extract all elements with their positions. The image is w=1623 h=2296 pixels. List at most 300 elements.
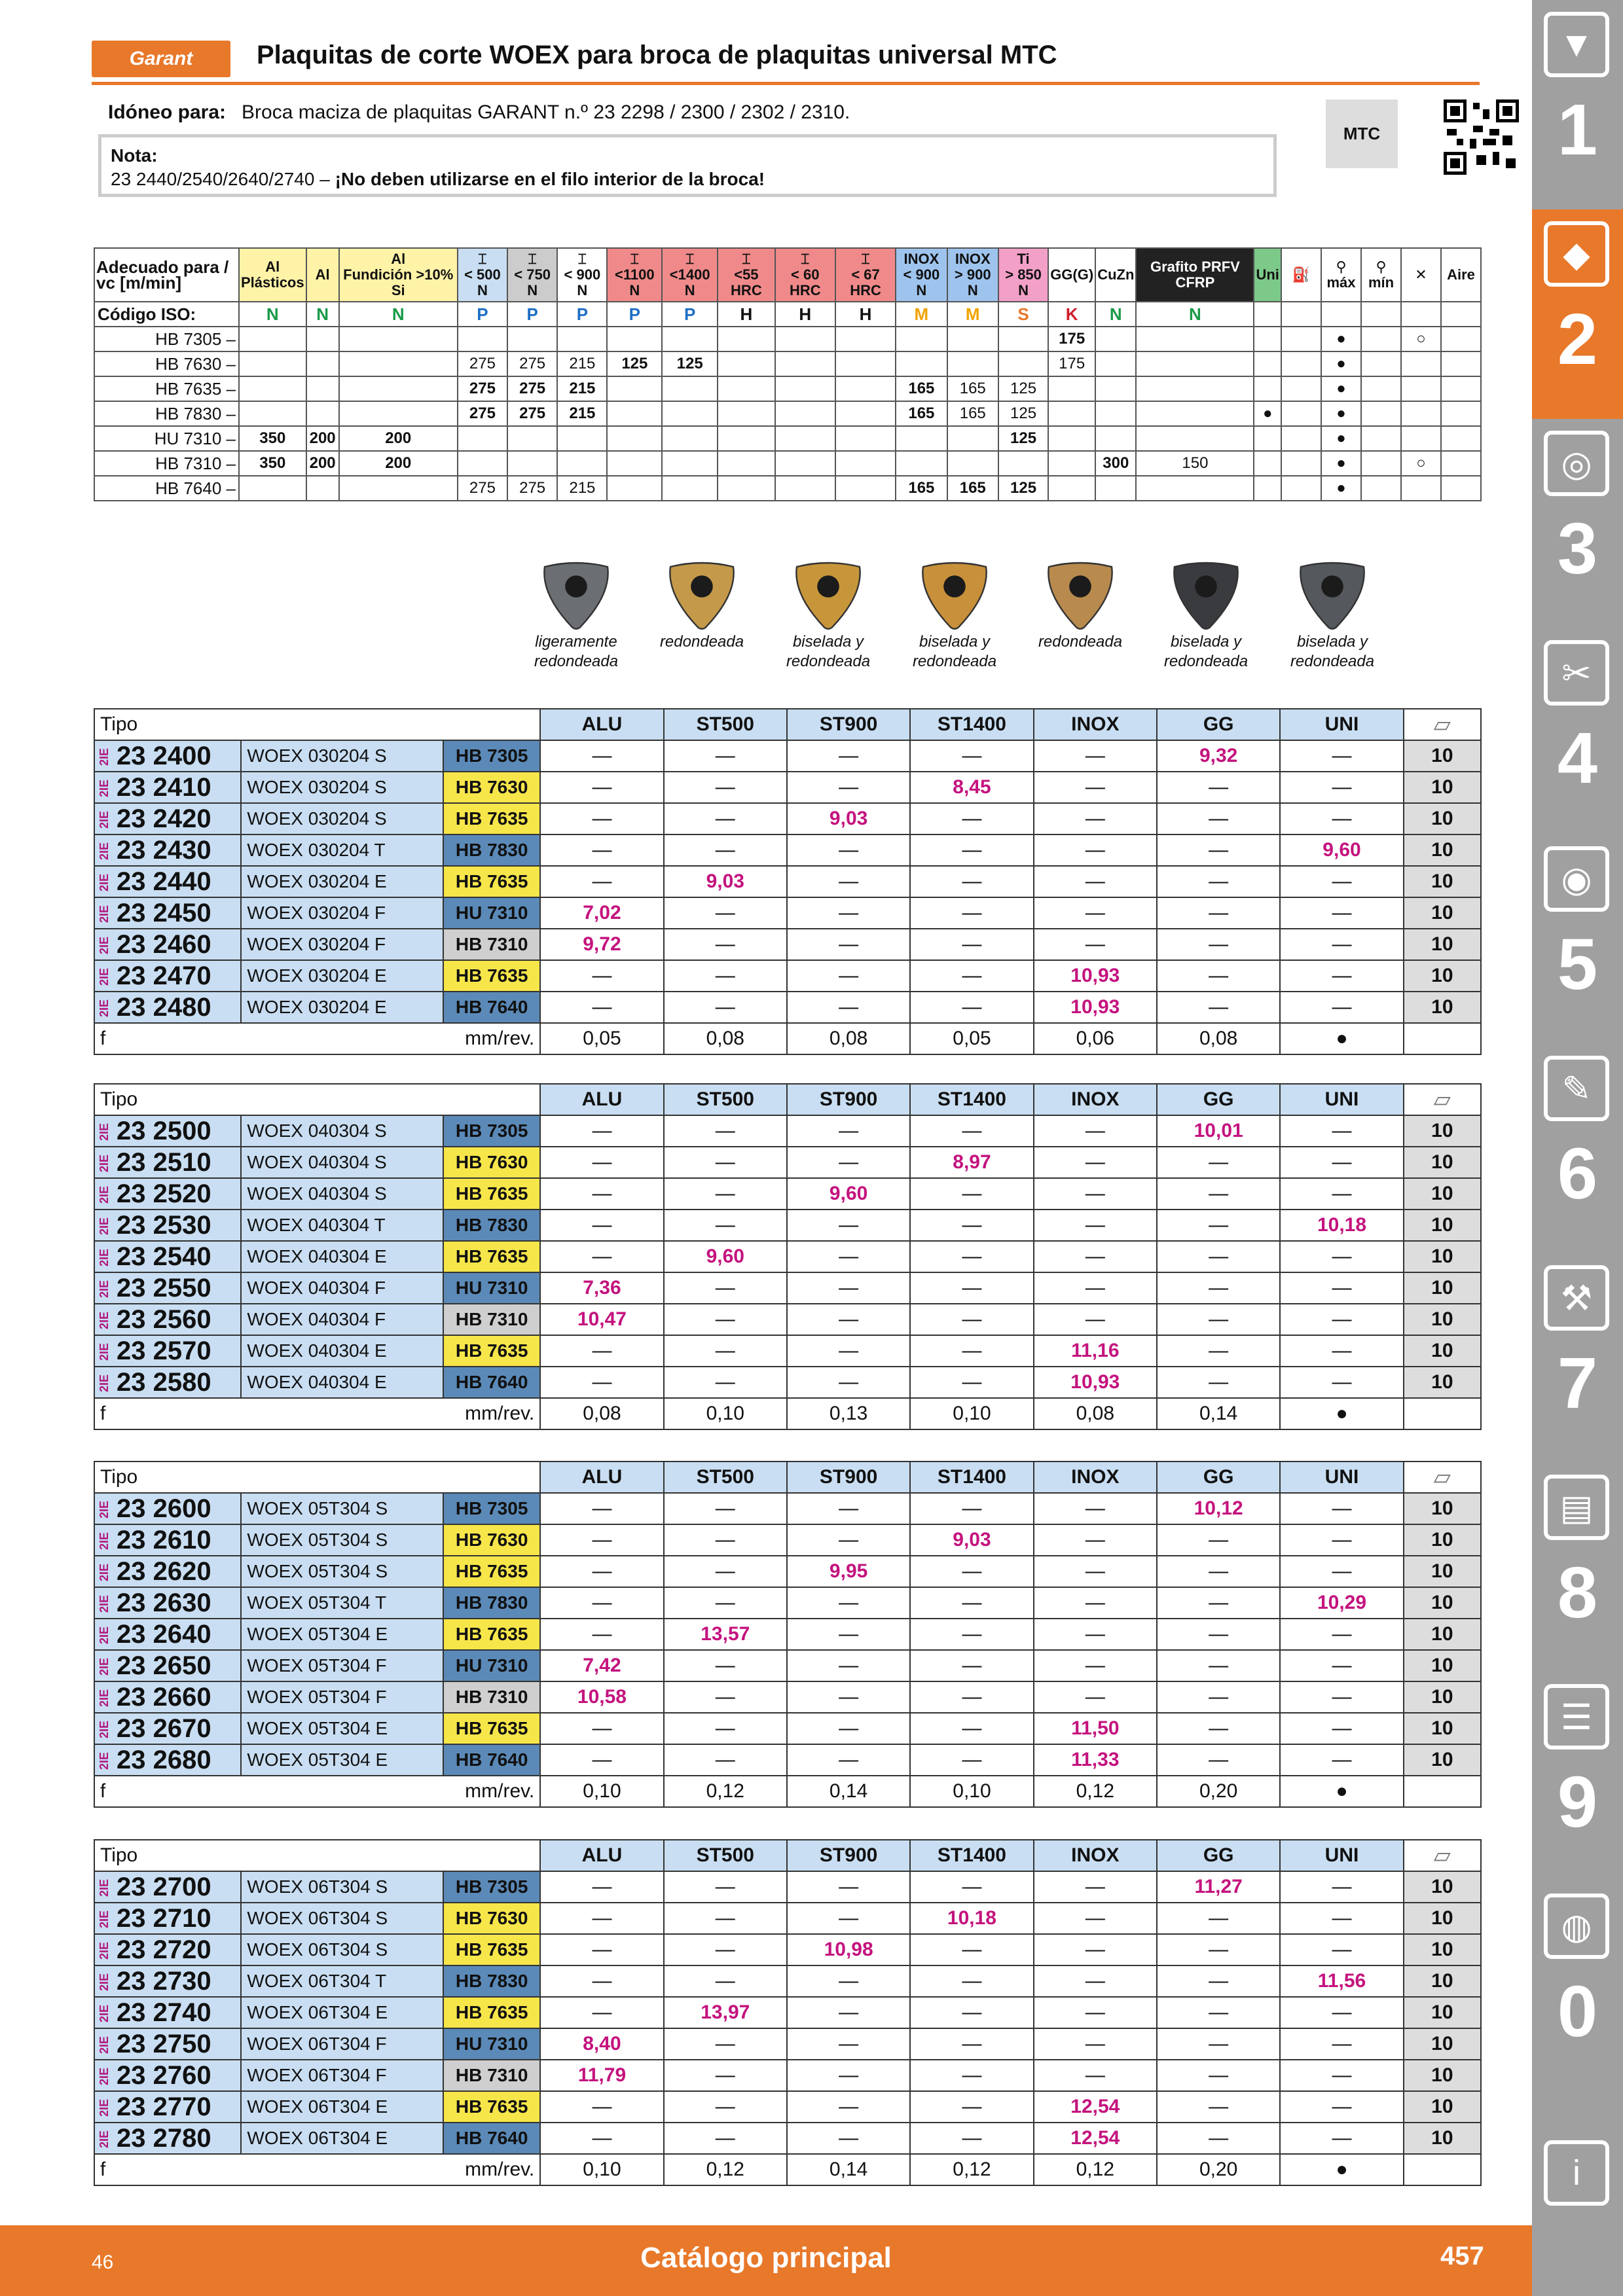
cutting-speed: [306, 401, 339, 426]
material-name: Al: [265, 259, 280, 275]
price-cell: —: [664, 1871, 787, 1903]
price-cell: —: [1034, 1304, 1157, 1335]
price-cell: —: [787, 1650, 910, 1681]
package-icon: ▱: [1404, 1084, 1481, 1115]
feed-row: [94, 1776, 1481, 1807]
price-cell: —: [1280, 1556, 1403, 1587]
material-group-header: ST900: [787, 1462, 910, 1493]
stock-tag: 2IE: [98, 2036, 111, 2054]
cutting-speed: 165: [896, 476, 947, 501]
chapter-tab-3[interactable]: [1532, 419, 1623, 628]
cutting-speed: 215: [557, 401, 607, 426]
insert-designation: WOEX 05T304 E: [241, 1744, 443, 1776]
product-row[interactable]: [94, 929, 1481, 960]
cutting-speed: 200: [306, 426, 339, 451]
cutting-speed: [607, 401, 662, 426]
price-cell: —: [664, 2091, 787, 2123]
product-row[interactable]: [94, 803, 1481, 834]
price-cell: 7,36: [540, 1272, 663, 1304]
cutting-speed: 350: [239, 451, 306, 476]
price-cell: —: [1157, 992, 1280, 1023]
feed-label: f: [100, 1780, 106, 1802]
article-number-text: 23 2580: [117, 1367, 211, 1397]
product-table: [94, 708, 1482, 1055]
article-number-text: 23 2420: [117, 804, 211, 833]
price-cell: —: [1157, 1650, 1280, 1681]
insert-image: [1041, 555, 1120, 634]
coolant-mark: ○: [1401, 451, 1441, 476]
cutting-speed: [607, 476, 662, 501]
iso-code: S: [998, 302, 1048, 327]
price-cell: —: [787, 992, 910, 1023]
product-row[interactable]: [94, 1493, 1481, 1524]
price-cell: —: [910, 1304, 1033, 1335]
price-cell: 10,12: [1157, 1493, 1280, 1524]
price-cell: 10,58: [540, 1681, 663, 1713]
price-cell: —: [1280, 1681, 1403, 1713]
price-cell: —: [664, 1335, 787, 1367]
cutting-speed: [339, 476, 458, 501]
product-row[interactable]: [94, 1619, 1481, 1650]
chapter-tab-9[interactable]: [1532, 1672, 1623, 1882]
price-cell: —: [787, 1871, 910, 1903]
cutting-speed: [339, 327, 458, 351]
chapter-tab-8[interactable]: [1532, 1463, 1623, 1672]
product-row[interactable]: [94, 1650, 1481, 1681]
product-row[interactable]: [94, 1713, 1481, 1744]
price-cell: 8,97: [910, 1147, 1033, 1178]
stock-tag: 2IE: [98, 1721, 111, 1739]
product-row[interactable]: [94, 1178, 1481, 1210]
article-number: [94, 1272, 241, 1304]
insert-designation: WOEX 040304 S: [241, 1115, 443, 1147]
price-cell: 9,60: [787, 1178, 910, 1210]
price-cell: —: [540, 1587, 663, 1619]
grade-badge: HB 7310: [443, 1304, 540, 1335]
product-row[interactable]: [94, 1335, 1481, 1367]
price-cell: —: [1157, 1241, 1280, 1272]
product-header-row: [94, 709, 1481, 740]
cutting-speed: [662, 426, 718, 451]
cutting-speed: [507, 451, 557, 476]
cutting-speed: [239, 376, 306, 401]
product-row[interactable]: [94, 897, 1481, 929]
cutting-speed: [775, 351, 835, 376]
cutting-speed: 200: [339, 451, 458, 476]
cutting-speed: 275: [458, 476, 507, 501]
steel-beam-icon: ⌶: [742, 251, 751, 267]
cutting-speed: [775, 476, 835, 501]
product-table: [94, 1461, 1482, 1808]
pack-quantity: 10: [1404, 1556, 1481, 1587]
price-cell: —: [1034, 1619, 1157, 1650]
cutting-speed: 165: [947, 401, 998, 426]
price-cell: 7,02: [540, 897, 663, 929]
price-cell: —: [1034, 2060, 1157, 2091]
product-row[interactable]: [94, 960, 1481, 992]
cutting-speed: 215: [557, 351, 607, 376]
price-cell: —: [1280, 929, 1403, 960]
product-row[interactable]: [94, 1965, 1481, 1997]
material-column: [1254, 248, 1281, 302]
stock-tag: 2IE: [98, 2130, 111, 2149]
stock-tag: 2IE: [98, 1501, 111, 1519]
stock-tag: 2IE: [98, 1879, 111, 1897]
iso-code: M: [947, 302, 998, 327]
grade-badge: HB 7310: [443, 1681, 540, 1713]
cutting-speed: [607, 451, 662, 476]
material-column: [507, 248, 557, 302]
pack-quantity: 10: [1404, 1304, 1481, 1335]
pack-quantity: 10: [1404, 1367, 1481, 1398]
material-name: INOX: [903, 251, 939, 267]
steel-beam-icon: ⌶: [528, 251, 537, 267]
empty-cell: [1441, 302, 1481, 327]
grade-badge: HB 7635: [443, 960, 540, 992]
feed-value: 0,12: [664, 2154, 787, 2185]
insert-label: biselada y redondeada: [1290, 633, 1375, 670]
price-cell: —: [910, 1934, 1033, 1965]
price-cell: 12,54: [1034, 2123, 1157, 2154]
coolant-mark: ●: [1321, 401, 1361, 426]
cutting-speed: 275: [458, 376, 507, 401]
material-group-header: ST1400: [910, 1840, 1033, 1871]
price-cell: —: [1157, 1713, 1280, 1744]
empty-cell: [1321, 302, 1361, 327]
price-cell: 11,79: [540, 2060, 663, 2091]
grade-badge: HB 7640: [443, 992, 540, 1023]
stock-tag: 2IE: [98, 2005, 111, 2023]
cutting-speed: [1095, 351, 1136, 376]
material-column: [718, 248, 775, 302]
article-number-text: 23 2470: [117, 961, 211, 990]
material-name: Ti: [1017, 251, 1030, 267]
article-number-text: 23 2700: [117, 1872, 211, 1901]
chapter-number: 8: [1557, 1552, 1598, 1633]
material-group-header: INOX: [1034, 1084, 1157, 1115]
cutting-speed: 275: [507, 376, 557, 401]
price-cell: —: [1157, 1272, 1280, 1304]
material-name: Grafito PRFV CFRP: [1150, 259, 1240, 291]
price-cell: 7,42: [540, 1650, 663, 1681]
price-cell: —: [910, 803, 1033, 834]
product-row[interactable]: [94, 992, 1481, 1023]
price-cell: —: [664, 897, 787, 929]
price-cell: —: [664, 1304, 787, 1335]
price-cell: —: [1280, 866, 1403, 897]
material-group-header: GG: [1157, 709, 1280, 740]
suitable-label: Idóneo para:: [108, 101, 227, 123]
chapter-tab-6[interactable]: [1532, 1044, 1623, 1253]
pack-quantity: 10: [1404, 1147, 1481, 1178]
grade-row: [94, 351, 1481, 376]
grade-badge: HB 7630: [443, 1903, 540, 1934]
chapter-tab-7[interactable]: [1532, 1253, 1623, 1463]
feed-value: 0,05: [540, 1023, 663, 1054]
grade-badge: HB 7635: [443, 1713, 540, 1744]
price-cell: —: [664, 2123, 787, 2154]
price-cell: —: [910, 1272, 1033, 1304]
price-cell: —: [1034, 1272, 1157, 1304]
cutting-speed: [306, 376, 339, 401]
coolant-column: [1281, 248, 1321, 302]
stock-tag: 2IE: [98, 1217, 111, 1236]
product-row[interactable]: [94, 2060, 1481, 2091]
cutting-speed: [1048, 401, 1095, 426]
material-spec: < 900 N: [564, 266, 601, 298]
insert-designation: WOEX 030204 S: [241, 803, 443, 834]
chapter-tab-0[interactable]: [1532, 1882, 1623, 2091]
application-header-row: [94, 248, 1481, 302]
steel-beam-icon: ⌶: [801, 251, 810, 267]
insert-designation: WOEX 06T304 F: [241, 2060, 443, 2091]
feed-value: 0,08: [1157, 1023, 1280, 1054]
tipo-label: Tipo: [94, 1840, 540, 1871]
price-cell: 9,60: [664, 1241, 787, 1272]
price-cell: —: [664, 929, 787, 960]
article-number: [94, 803, 241, 834]
price-cell: —: [1157, 1210, 1280, 1241]
grade-badge: HB 7305: [443, 1115, 540, 1147]
price-cell: —: [787, 960, 910, 992]
material-column: [1048, 248, 1095, 302]
tap-max-icon: ⚲: [1336, 259, 1347, 275]
grade-badge: HB 7630: [443, 1524, 540, 1556]
material-column: [1136, 248, 1254, 302]
cutting-speed: [1048, 476, 1095, 501]
empty-cell: [1404, 1776, 1481, 1807]
chapter-number: 2: [1557, 299, 1598, 380]
material-spec: < 67 HRC: [850, 266, 881, 298]
material-group-header: ALU: [540, 1462, 663, 1493]
garant-logo: Garant: [92, 41, 230, 77]
product-row[interactable]: [94, 1367, 1481, 1398]
grade-badge: HB 7830: [443, 1587, 540, 1619]
pack-quantity: 10: [1404, 740, 1481, 772]
product-row[interactable]: [94, 1304, 1481, 1335]
feed-row: [94, 1023, 1481, 1054]
empty-cell: [1404, 2154, 1481, 2185]
coolant-column: [1401, 248, 1441, 302]
article-number-text: 23 2510: [117, 1147, 211, 1177]
article-number-text: 23 2710: [117, 1903, 211, 1933]
product-row[interactable]: [94, 1241, 1481, 1272]
cutting-speed: [1254, 426, 1281, 451]
price-cell: —: [1280, 1272, 1403, 1304]
chapter-tab-2[interactable]: [1532, 209, 1623, 419]
price-cell: —: [1280, 1304, 1403, 1335]
article-number-text: 23 2410: [117, 772, 211, 802]
material-group-header: ALU: [540, 1840, 663, 1871]
price-cell: —: [1280, 740, 1403, 772]
cutting-speed: 125: [998, 401, 1048, 426]
chapter-number: 1: [1557, 90, 1598, 170]
product-row[interactable]: [94, 2028, 1481, 2060]
price-cell: —: [1157, 1524, 1280, 1556]
pack-quantity: 10: [1404, 1115, 1481, 1147]
stock-tag: 2IE: [98, 1186, 111, 1204]
price-cell: 13,57: [664, 1619, 787, 1650]
price-cell: 8,45: [910, 772, 1033, 803]
cutting-speed: [339, 401, 458, 426]
grade-badge: HB 7310: [443, 2060, 540, 2091]
price-cell: —: [664, 740, 787, 772]
price-cell: —: [1034, 1147, 1157, 1178]
grade-row: [94, 476, 1481, 501]
empty-cell: [1361, 302, 1401, 327]
chapter-tab-4[interactable]: [1532, 628, 1623, 838]
coolant-mark: [1281, 327, 1321, 351]
product-row[interactable]: [94, 1524, 1481, 1556]
product-row[interactable]: [94, 1587, 1481, 1619]
product-row[interactable]: [94, 1681, 1481, 1713]
feed-label-wrap: [100, 1780, 534, 1803]
product-row[interactable]: [94, 1997, 1481, 2028]
feed-unit: mm/rev.: [465, 1028, 535, 1049]
price-cell: —: [787, 1903, 910, 1934]
product-row[interactable]: [94, 1147, 1481, 1178]
price-cell: 13,97: [664, 1997, 787, 2028]
coolant-mark: [1401, 351, 1441, 376]
mtc-badge: MTC: [1326, 99, 1398, 168]
price-cell: —: [664, 1210, 787, 1241]
product-row[interactable]: [94, 1744, 1481, 1776]
product-row[interactable]: [94, 1934, 1481, 1965]
article-number: [94, 1493, 241, 1524]
price-cell: —: [910, 1493, 1033, 1524]
price-cell: —: [664, 1903, 787, 1934]
stock-tag: 2IE: [98, 1155, 111, 1173]
product-header-row: [94, 1462, 1481, 1493]
grade-badge: HB 7305: [443, 1493, 540, 1524]
insert-designation: WOEX 06T304 S: [241, 1903, 443, 1934]
iso-code: N: [306, 302, 339, 327]
qr-code-icon[interactable]: [1444, 99, 1519, 175]
stock-tag: 2IE: [98, 874, 111, 892]
material-group-header: INOX: [1034, 709, 1157, 740]
coolant-mark: ●: [1321, 376, 1361, 401]
cutting-speed: [775, 426, 835, 451]
insert-designation: WOEX 06T304 S: [241, 1871, 443, 1903]
steel-beam-icon: ⌶: [478, 251, 487, 267]
price-cell: —: [787, 1524, 910, 1556]
price-cell: —: [1157, 1147, 1280, 1178]
product-row[interactable]: [94, 1210, 1481, 1241]
price-cell: 10,18: [1280, 1210, 1403, 1241]
pack-quantity: 10: [1404, 2028, 1481, 2060]
feed-value: 0,08: [787, 1023, 910, 1054]
material-column: [557, 248, 607, 302]
iso-code: N: [1136, 302, 1254, 327]
price-cell: —: [787, 740, 910, 772]
price-cell: 9,72: [540, 929, 663, 960]
material-spec: > 900 N: [954, 266, 991, 298]
feed-value: 0,05: [910, 1023, 1033, 1054]
price-cell: —: [787, 2060, 910, 2091]
pack-quantity: 10: [1404, 1744, 1481, 1776]
package-icon: ▱: [1404, 1840, 1481, 1871]
cutting-speed: [896, 351, 947, 376]
product-row[interactable]: [94, 866, 1481, 897]
product-row[interactable]: [94, 740, 1481, 772]
material-column: [607, 248, 662, 302]
coolant-label: máx: [1326, 274, 1356, 291]
grade-badge: HB 7830: [443, 1210, 540, 1241]
grade-badge: HB 7635: [443, 1241, 540, 1272]
coolant-mark: [1281, 451, 1321, 476]
article-number: [94, 1934, 241, 1965]
cutting-speed: [239, 401, 306, 426]
chapter-icon: ⚒: [1544, 1265, 1609, 1331]
price-cell: 10,93: [1034, 992, 1157, 1023]
insert-designation: WOEX 05T304 T: [241, 1587, 443, 1619]
product-row[interactable]: [94, 1556, 1481, 1587]
price-cell: —: [910, 929, 1033, 960]
feed-value: 0,08: [540, 1398, 663, 1429]
suitable-text: Broca maciza de plaquitas GARANT n.º 23 2298 / 2300 / 2302 / 2310.: [242, 101, 850, 123]
cutting-speed: [775, 327, 835, 351]
coolant-mark: [1401, 376, 1441, 401]
cutting-speed: 125: [607, 351, 662, 376]
chapter-tab-i[interactable]: [1532, 2114, 1623, 2225]
cutting-speed: [458, 451, 507, 476]
product-row[interactable]: [94, 1871, 1481, 1903]
product-row[interactable]: [94, 834, 1481, 866]
chapter-number: 0: [1557, 1971, 1598, 2052]
price-cell: —: [1157, 1304, 1280, 1335]
pack-quantity: 10: [1404, 1997, 1481, 2028]
product-row[interactable]: [94, 1903, 1481, 1934]
price-cell: —: [910, 1744, 1033, 1776]
pack-quantity: 10: [1404, 1903, 1481, 1934]
price-cell: —: [1157, 1903, 1280, 1934]
price-cell: —: [1157, 929, 1280, 960]
product-row[interactable]: [94, 2123, 1481, 2154]
product-row[interactable]: [94, 1272, 1481, 1304]
product-row[interactable]: [94, 2091, 1481, 2123]
price-cell: —: [1280, 1178, 1403, 1210]
stock-tag: 2IE: [98, 1249, 111, 1267]
cutting-speed: [775, 376, 835, 401]
product-row[interactable]: [94, 772, 1481, 803]
price-cell: —: [540, 1997, 663, 2028]
price-cell: —: [664, 834, 787, 866]
grade-badge: HU 7310: [443, 1272, 540, 1304]
price-cell: —: [1280, 1934, 1403, 1965]
price-cell: —: [1157, 803, 1280, 834]
cutting-speed: [1254, 451, 1281, 476]
chapter-tab-5[interactable]: [1532, 834, 1623, 1044]
pack-quantity: 10: [1404, 1965, 1481, 1997]
price-cell: —: [1034, 1871, 1157, 1903]
price-cell: —: [1280, 772, 1403, 803]
price-cell: —: [664, 2028, 787, 2060]
price-cell: —: [1280, 1744, 1403, 1776]
cutting-speed: [339, 376, 458, 401]
cutting-speed: [896, 327, 947, 351]
feed-value: 0,10: [540, 1776, 663, 1807]
chapter-tab-1[interactable]: [1532, 0, 1623, 209]
cutting-speed: [1095, 426, 1136, 451]
oil-drip-icon: ⛽: [1292, 266, 1311, 283]
material-spec: < 750 N: [514, 266, 551, 298]
chapter-icon: ◍: [1544, 1893, 1609, 1959]
cutting-speed: [607, 426, 662, 451]
product-row[interactable]: [94, 1115, 1481, 1147]
chapter-icon: ▼: [1544, 12, 1609, 77]
article-number: [94, 1115, 241, 1147]
price-cell: —: [1280, 1903, 1403, 1934]
